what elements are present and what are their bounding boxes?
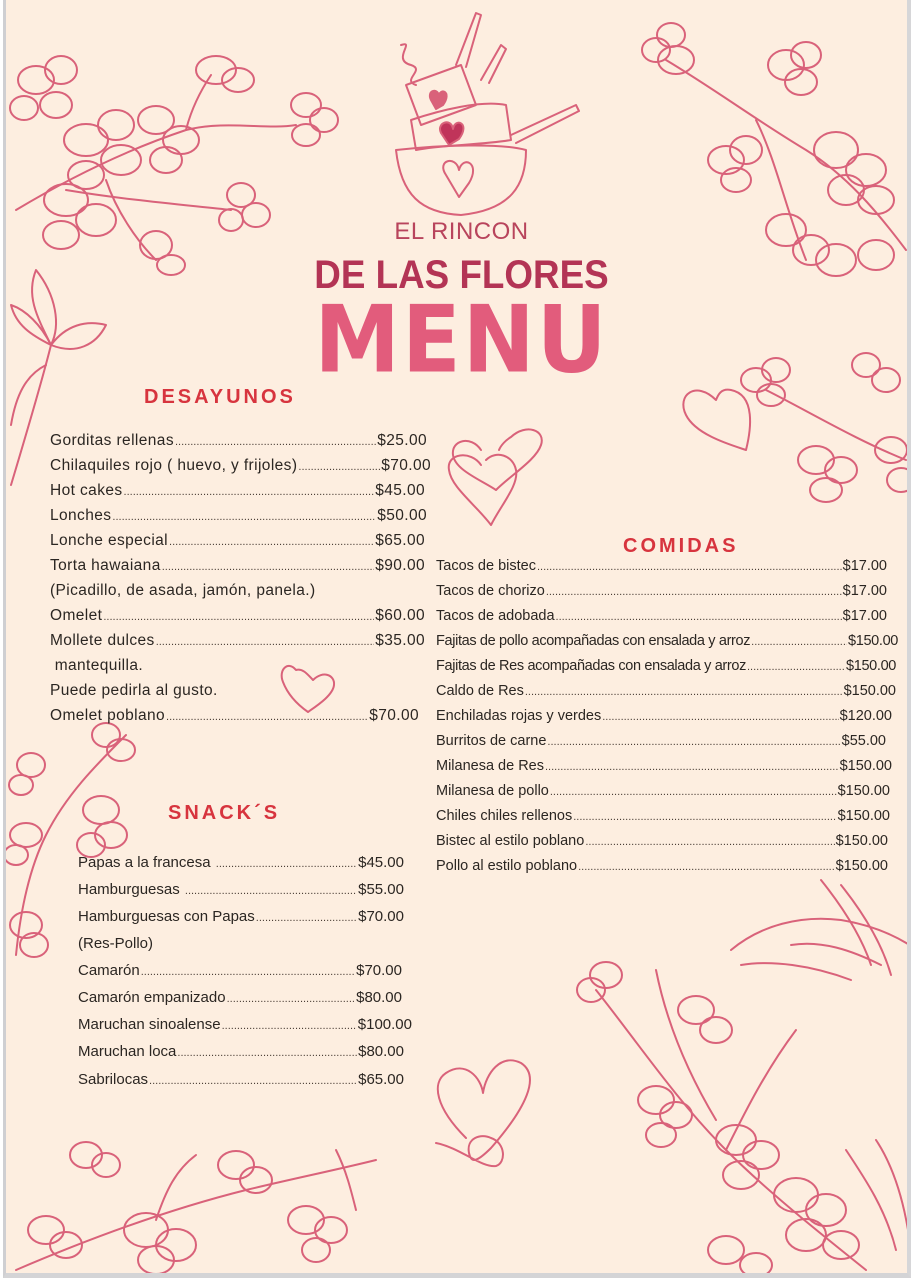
brand-line-1: EL RINCON [394, 218, 529, 245]
menu-item: Lonche especial ..... $65.00 [50, 532, 425, 554]
menu-item: Maruchan sinoalense ..... $100.00 [78, 1016, 412, 1038]
menu-item: Chilaquiles rojo ( huevo, y frijoles) ..... $70.00 [50, 457, 431, 479]
menu-item: Bistec al estilo poblano ..... $150.00 [436, 833, 888, 855]
menu-item: Tacos de bistec ..... $17.00 [436, 558, 887, 580]
menu-item: Hot cakes ..... $45.00 [50, 482, 425, 504]
section-title-desayunos: DESAYUNOS [144, 386, 296, 408]
menu-item: Hamburguesas con Papas ..... $70.00 [78, 908, 404, 930]
brand-line-2: DE LAS FLORES [314, 253, 609, 297]
menu-item: Sabrilocas ..... $65.00 [78, 1071, 404, 1093]
menu-item: Enchiladas rojas y verdes ..... $120.00 [436, 708, 892, 730]
menu-item: Tacos de adobada ..... $17.00 [436, 608, 887, 630]
menu-title: MENU [314, 286, 609, 394]
double-heart-icon [441, 425, 551, 530]
menu-item: Maruchan loca ..... $80.00 [78, 1043, 404, 1065]
cherry-blossom-branch-icon [6, 1130, 386, 1278]
menu-item-note: (Res-Pollo) [78, 935, 154, 952]
menu-page [3, 0, 911, 1278]
stacked-pots-with-hearts-icon [381, 5, 581, 220]
section-title-comidas: COMIDAS [623, 535, 739, 557]
menu-item-note: mantequilla. [50, 657, 144, 674]
menu-item: Omelet ..... $60.00 [50, 607, 425, 629]
menu-item: Papas a la francesa ..... $45.00 [78, 854, 404, 876]
menu-item: Hamburguesas ..... $55.00 [78, 881, 404, 903]
menu-item: Lonches ..... $50.00 [50, 507, 427, 529]
menu-item: Tacos de chorizo ..... $17.00 [436, 583, 887, 605]
menu-item: Camarón empanizado ..... $80.00 [78, 989, 402, 1011]
menu-item-note: Puede pedirla al gusto. [50, 682, 218, 699]
menu-item: Gorditas rellenas ..... $25.00 [50, 432, 427, 454]
menu-item: Fajitas de Res acompañadas con ensalada y arroz ..... $150.00 [436, 658, 896, 680]
menu-item: Milanesa de pollo ..... $150.00 [436, 783, 890, 805]
cherry-blossom-branch-icon [676, 340, 911, 510]
cherry-blossom-branch-icon [636, 20, 911, 290]
menu-item: Omelet poblano ..... $70.00 [50, 707, 419, 729]
section-title-snacks: SNACK´S [168, 802, 281, 824]
menu-item: Fajitas de pollo acompañadas con ensalada y arroz ..... $150.00 [436, 633, 898, 655]
menu-item: Chiles chiles rellenos ..... $150.00 [436, 808, 890, 830]
heart-ribbon-icon [431, 1048, 551, 1168]
menu-item: Milanesa de Res ..... $150.00 [436, 758, 892, 780]
menu-item: Mollete dulces ..... $35.00 [50, 632, 425, 654]
menu-item: Torta hawaiana ..... $90.00 [50, 557, 425, 579]
menu-item: Camarón ..... $70.00 [78, 962, 402, 984]
menu-item-note: (Picadillo, de asada, jamón, panela.) [50, 582, 316, 599]
cherry-blossom-branch-icon [566, 950, 911, 1278]
menu-item: Burritos de carne ..... $55.00 [436, 733, 886, 755]
menu-item: Caldo de Res ..... $150.00 [436, 683, 896, 705]
menu-item: Pollo al estilo poblano ..... $150.00 [436, 858, 888, 880]
